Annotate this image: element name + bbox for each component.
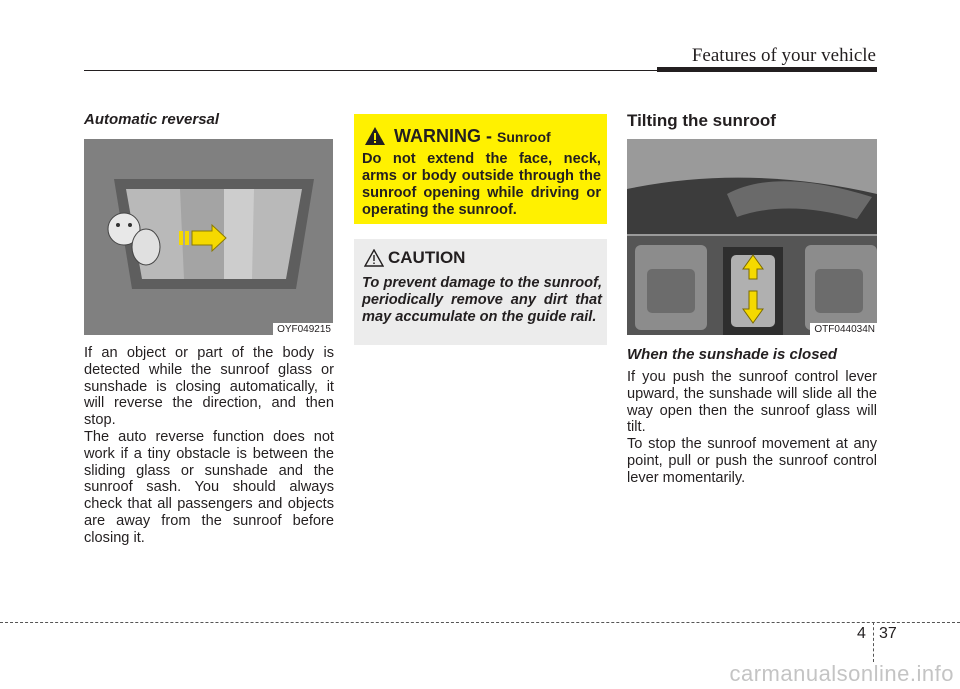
figure-label: OTF044034N — [810, 323, 877, 335]
chapter-number: 4 — [857, 625, 866, 642]
left-paragraph-2: The auto reverse function does not work if a tiny obstacle is between the sliding glass or sunshade and the sunroof sash. You should always check that all passengers and objects are away from the sunroof before closing it. — [84, 429, 334, 546]
figure-label: OYF049215 — [273, 323, 333, 335]
sunroof-control-illustration — [627, 139, 877, 335]
automatic-reversal-subheading: Automatic reversal — [84, 111, 220, 128]
left-paragraph-1: If an object or part of the body is detected while the sunroof glass or sunshade is closing automatically, it will reverse the direction, and then stop. — [84, 345, 334, 429]
footer-rule — [0, 622, 960, 623]
figure-sunroof-tilt — [627, 139, 877, 335]
caution-text: To prevent damage to the sunroof, periodically remove any dirt that may accumulate on the guide rail. — [362, 275, 602, 325]
right-paragraph-2: To stop the sunroof movement at any point, pull or push the sunroof control lever momentarily. — [627, 436, 877, 486]
warning-title — [394, 126, 551, 147]
right-paragraph-1: If you push the sunroof control lever upward, the sunshade will slide all the way open then the sunroof glass will tilt. — [627, 369, 877, 436]
header-title: Features of your vehicle — [691, 45, 876, 66]
warning-label: WARNING - — [394, 126, 497, 146]
warning-text: Do not extend the face, neck, arms or body outside through the sunroof opening while driving or operating the sunroof. — [362, 151, 601, 218]
watermark: carmanualsonline.info — [729, 661, 954, 686]
caution-triangle-icon — [364, 249, 384, 267]
page-number-divider — [873, 622, 875, 662]
header-rule — [84, 70, 657, 71]
page-number: 37 — [879, 625, 897, 642]
warning-subtitle: Sunroof — [497, 129, 551, 145]
caution-box — [354, 239, 607, 345]
header-rule-thick — [657, 67, 877, 72]
figure-auto-reversal — [84, 139, 333, 335]
sunshade-closed-subheading: When the sunshade is closed — [627, 346, 838, 363]
warning-box — [354, 114, 607, 224]
tilting-heading: Tilting the sunroof — [627, 111, 776, 130]
sunroof-reversal-illustration — [84, 139, 333, 335]
warning-triangle-icon — [364, 126, 386, 146]
caution-title: CAUTION — [388, 248, 466, 267]
